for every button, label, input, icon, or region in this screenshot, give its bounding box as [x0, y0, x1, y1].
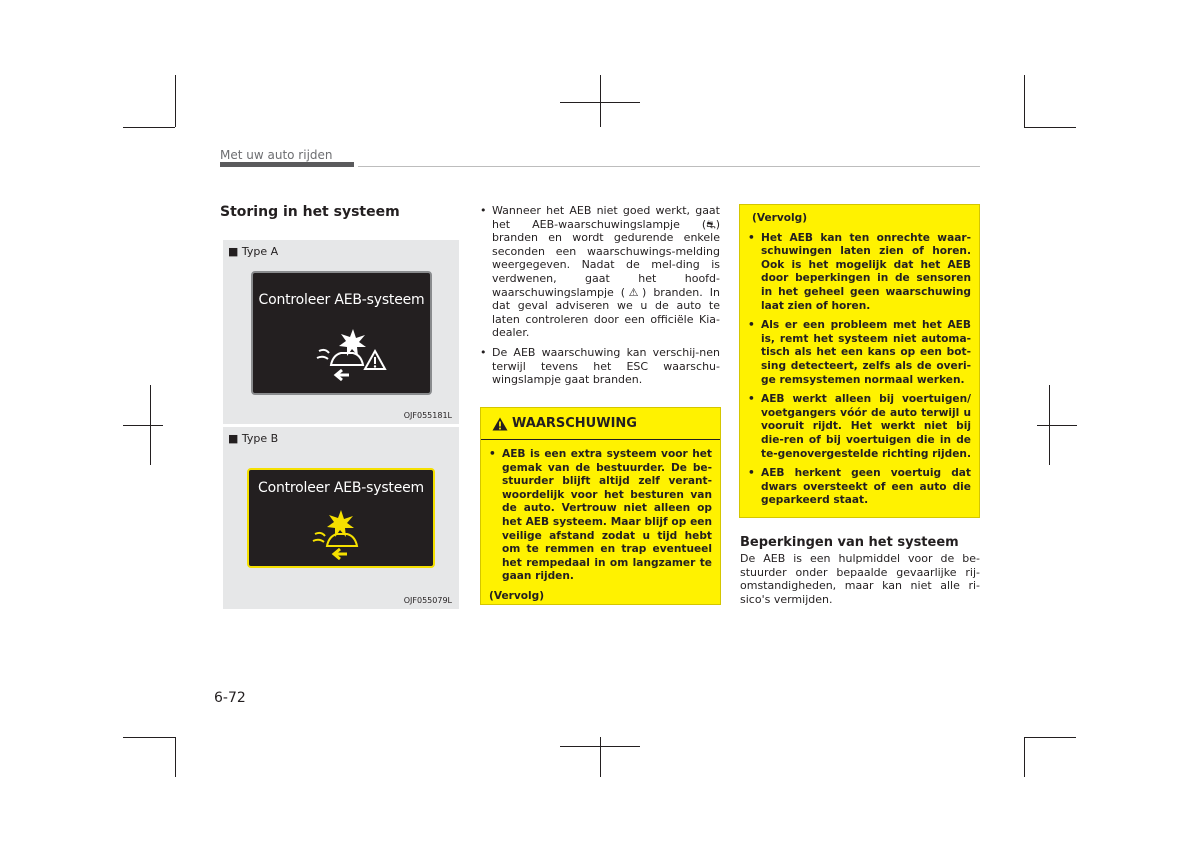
running-header: Met uw auto rijden: [220, 148, 333, 162]
crop-mark: [560, 102, 640, 103]
aeb-warning-icon: [311, 508, 371, 560]
crop-mark: [1037, 425, 1077, 426]
section-title: Storing in het systeem: [220, 204, 400, 220]
warning-box: [480, 407, 721, 605]
aeb-warning-icon: [309, 325, 389, 383]
crop-mark: [600, 75, 601, 127]
cluster-screen: [251, 271, 432, 395]
list-item: • Wanneer het AEB niet goed werkt, gaat het AEB-waarschuwingslampje (⛐) branden en wordt gedurende enkele seconden een waarschuwings-melding weergegeven. Nadat de mel-ding is verdwenen, gaat het hoofd-waarschuwingslampje (⚠) branden. In dat geval adviseren we u de auto te laten controleren door een officiële Kia-dealer.: [480, 204, 720, 340]
screen-message: Controleer AEB-systeem: [258, 292, 425, 308]
list-item: • De AEB waarschuwing kan verschij-nen terwijl tevens het ESC waarschu-wingslampje gaat branden.: [480, 345, 720, 387]
crop-mark: [1024, 75, 1025, 127]
crop-mark: [123, 737, 175, 738]
crop-mark: [1024, 737, 1025, 777]
warning-continued-body: [748, 232, 971, 508]
crop-mark: [175, 75, 176, 127]
subsection-title: Beperkingen van het systeem: [740, 535, 959, 550]
list-item: • Het AEB kan ten onrechte waar-schuwingen laten zien of horen. Ook is het mogelijk dat het AEB door beperkingen in de sensoren in het geheel geen waarschuwing laat zien of horen.: [748, 231, 971, 312]
subsection-text: De AEB is een hulpmiddel voor de be-stuurder onder bepaalde gevaarlijke rij-omstandigheden, maar kan niet alle ri-sico's vermijden.: [740, 552, 980, 606]
figure-type-b: [223, 427, 459, 609]
continued-label: (Vervolg): [489, 589, 545, 602]
header-rule: [358, 166, 980, 167]
figure-label: ■ Type B: [228, 432, 279, 445]
cluster-screen: [247, 468, 435, 568]
warning-header: [489, 416, 712, 431]
crop-mark: [123, 425, 163, 426]
warning-continued-box: [739, 204, 980, 518]
middle-column-text: [480, 204, 720, 387]
page-number: 6-72: [214, 690, 246, 706]
list-item: • AEB herkent geen voertuig dat dwars oversteekt of een auto die geparkeerd staat.: [748, 467, 971, 507]
screen-message: Controleer AEB-systeem: [258, 480, 424, 496]
figure-code: OJF055079L: [403, 596, 452, 605]
crop-mark: [175, 737, 176, 777]
crop-mark: [560, 746, 640, 747]
warning-title: WAARSCHUWING: [512, 416, 637, 431]
warning-divider: [481, 439, 720, 440]
figure-type-a: [223, 240, 459, 424]
crop-mark: [1024, 127, 1076, 128]
crop-mark: [1024, 737, 1076, 738]
crop-mark: [600, 737, 601, 777]
continued-title: (Vervolg): [752, 212, 808, 224]
header-bar: [220, 162, 354, 167]
figure-label: ■ Type A: [228, 245, 279, 258]
figure-code: OJF055181L: [403, 411, 452, 420]
warning-body: [489, 448, 712, 604]
warning-triangle-icon: [492, 417, 508, 431]
list-item: • AEB werkt alleen bij voertuigen/ voetgangers vóór de auto terwijl u vooruit rijdt. Het werkt niet bij die-ren of bij voertuigen die in de te-genovergestelde richting rijden.: [748, 393, 971, 460]
list-item: • AEB is een extra systeem voor het gemak van de bestuurder. De be-stuurder blijft altijd zelf verant-woordelijk voor het besturen van de auto. Vertrouw niet alleen op het AEB systeem. Maar blijf op een veilige afstand zodat u tijd hebt om te remmen en trap eventueel het rempedaal in om langzamer te gaan rijden.: [489, 448, 712, 583]
crop-mark: [123, 127, 175, 128]
list-item: • Als er een probleem met het AEB is, remt het systeem niet automa-tisch als het een kans op een bot-sing detecteert, zelfs als de overi-ge remsystemen normaal werken.: [748, 319, 971, 386]
